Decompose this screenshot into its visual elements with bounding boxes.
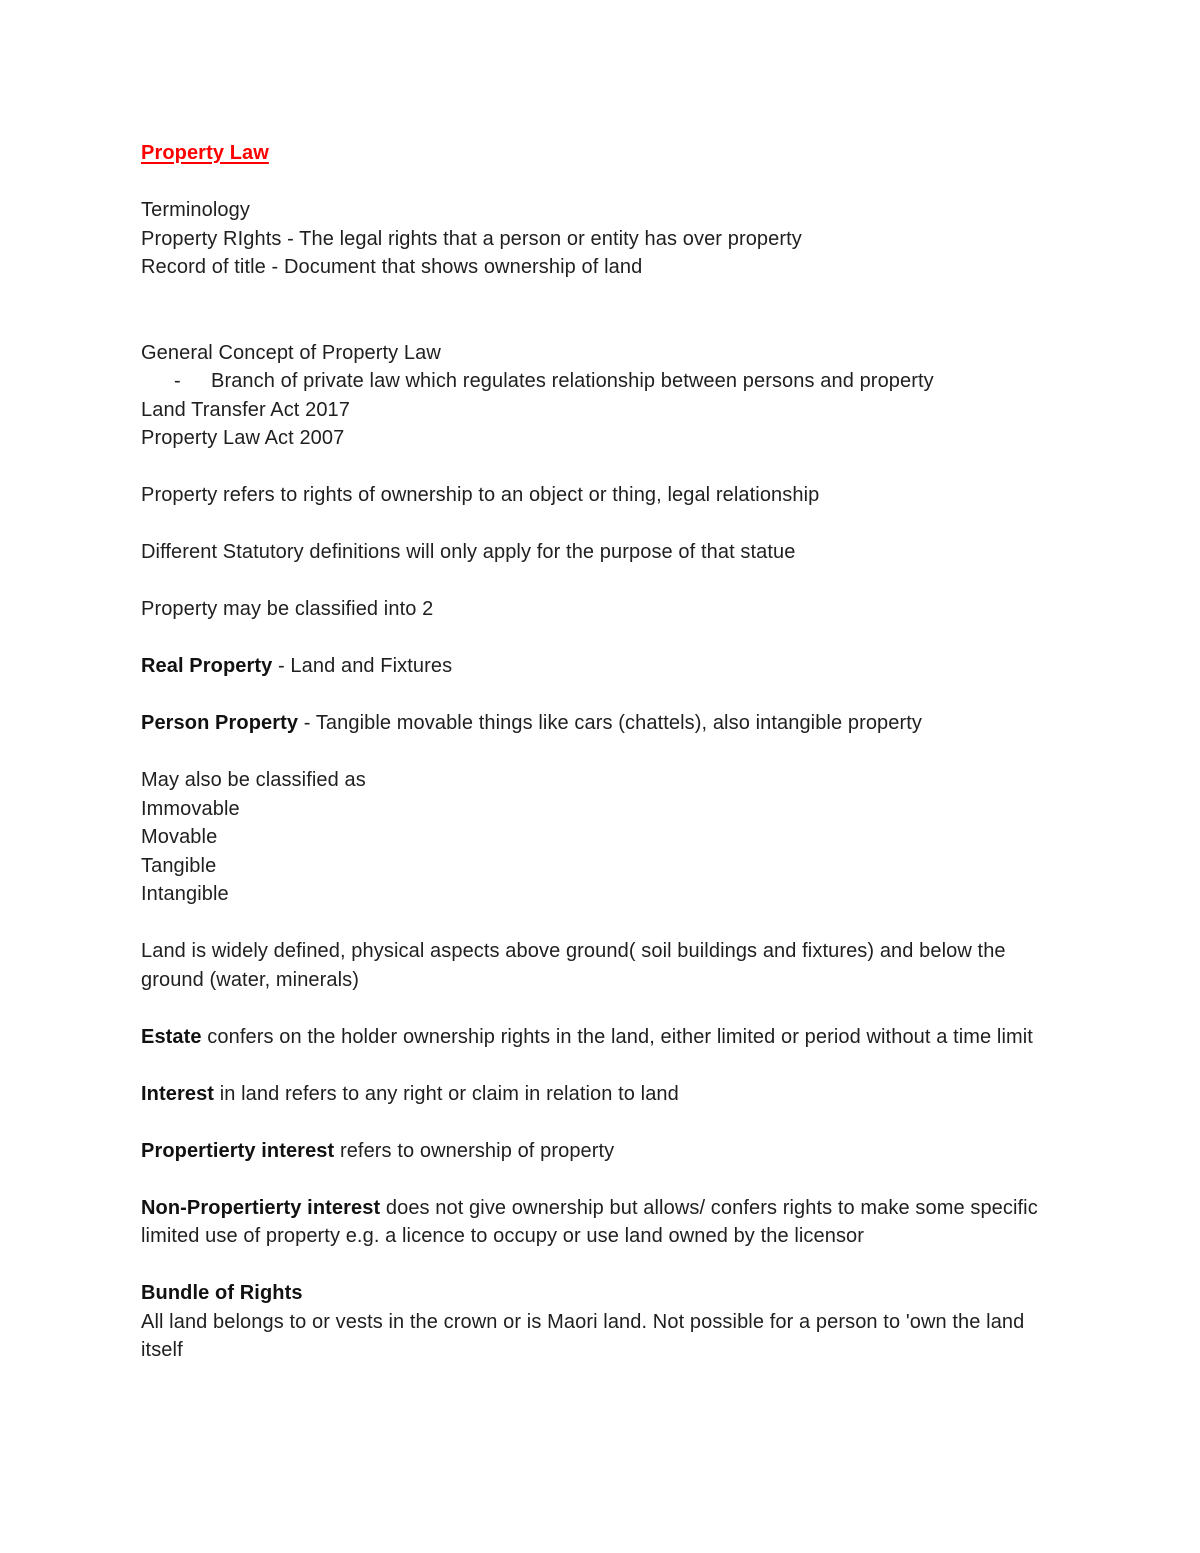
paragraph-statutory-definitions: Different Statutory definitions will only apply for the purpose of that statue bbox=[141, 541, 796, 563]
interest-definition bbox=[141, 1080, 1061, 1109]
terminology-property-rights: Property RIghts - The legal rights that a person or entity has over property bbox=[141, 227, 802, 250]
general-concept-heading: General Concept of Property Law bbox=[141, 341, 441, 364]
document-title: Property Law bbox=[141, 142, 269, 164]
bullet-text: Branch of private law which regulates relationship between persons and property bbox=[211, 370, 934, 392]
non-propertierty-interest-text: does not give ownership but allows/ confers rights to make some specific limited use of property e.g. a licence to occupy or use land owned by the licensor bbox=[141, 1196, 1038, 1247]
spacer bbox=[141, 624, 1061, 653]
person-property-text: - Tangible movable things like cars (chattels), also intangible property bbox=[298, 712, 923, 734]
general-concept-bullet bbox=[141, 367, 1061, 396]
also-classified-heading: May also be classified as bbox=[141, 769, 366, 791]
bundle-of-rights-heading bbox=[141, 1279, 1061, 1308]
real-property-definition bbox=[141, 652, 1061, 681]
paragraph-land-defined: Land is widely defined, physical aspects above ground( soil buildings and fixtures) and below the ground (water, minerals) bbox=[141, 940, 1006, 991]
bullet-dash: - bbox=[174, 370, 181, 392]
spacer bbox=[141, 994, 1061, 1023]
propertierty-interest-text: refers to ownership of property bbox=[334, 1139, 615, 1162]
real-property-text: - Land and Fixtures bbox=[272, 655, 453, 677]
spacer bbox=[141, 1165, 1061, 1194]
bundle-of-rights-text: All land belongs to or vests in the crown or is Maori land. Not possible for a person to 'own the land itself bbox=[141, 1310, 1025, 1361]
person-property-definition bbox=[141, 709, 1061, 738]
propertierty-interest-term: Propertierty interest bbox=[141, 1139, 335, 1162]
spacer bbox=[141, 168, 1061, 197]
bundle-of-rights-term: Bundle of Rights bbox=[141, 1282, 303, 1304]
spacer bbox=[141, 567, 1061, 596]
spacer bbox=[141, 681, 1061, 710]
classification-item: Immovable bbox=[141, 797, 240, 820]
non-propertierty-interest-term: Non-Propertierty interest bbox=[141, 1196, 381, 1219]
terminology-record-of-title: Record of title - Document that shows ownership of land bbox=[141, 256, 643, 278]
interest-term: Interest bbox=[141, 1082, 215, 1105]
paragraph-property-refers: Property refers to rights of ownership to an object or thing, legal relationship bbox=[141, 484, 820, 506]
classification-item: Movable bbox=[141, 826, 218, 848]
spacer bbox=[141, 282, 1061, 339]
spacer bbox=[141, 738, 1061, 767]
spacer bbox=[141, 1108, 1061, 1137]
paragraph-classified-into-2: Property may be classified into 2 bbox=[141, 598, 434, 620]
spacer bbox=[141, 1051, 1061, 1080]
non-propertierty-interest-definition bbox=[141, 1194, 1061, 1251]
document-page bbox=[141, 139, 1061, 1365]
estate-definition bbox=[141, 1023, 1061, 1052]
estate-text: confers on the holder ownership rights in the land, either limited or period without a time limit bbox=[201, 1025, 1033, 1048]
real-property-term: Real Property bbox=[141, 655, 273, 677]
spacer bbox=[141, 453, 1061, 482]
propertierty-interest-definition bbox=[141, 1137, 1061, 1166]
person-property-term: Person Property bbox=[141, 712, 299, 734]
spacer bbox=[141, 510, 1061, 539]
interest-text: in land refers to any right or claim in relation to land bbox=[214, 1082, 679, 1105]
classification-item: Intangible bbox=[141, 883, 229, 905]
estate-term: Estate bbox=[141, 1025, 202, 1048]
property-law-act: Property Law Act 2007 bbox=[141, 427, 345, 449]
classification-item: Tangible bbox=[141, 854, 217, 877]
land-transfer-act: Land Transfer Act 2017 bbox=[141, 398, 351, 421]
terminology-heading: Terminology bbox=[141, 199, 250, 221]
spacer bbox=[141, 1251, 1061, 1280]
spacer bbox=[141, 909, 1061, 938]
